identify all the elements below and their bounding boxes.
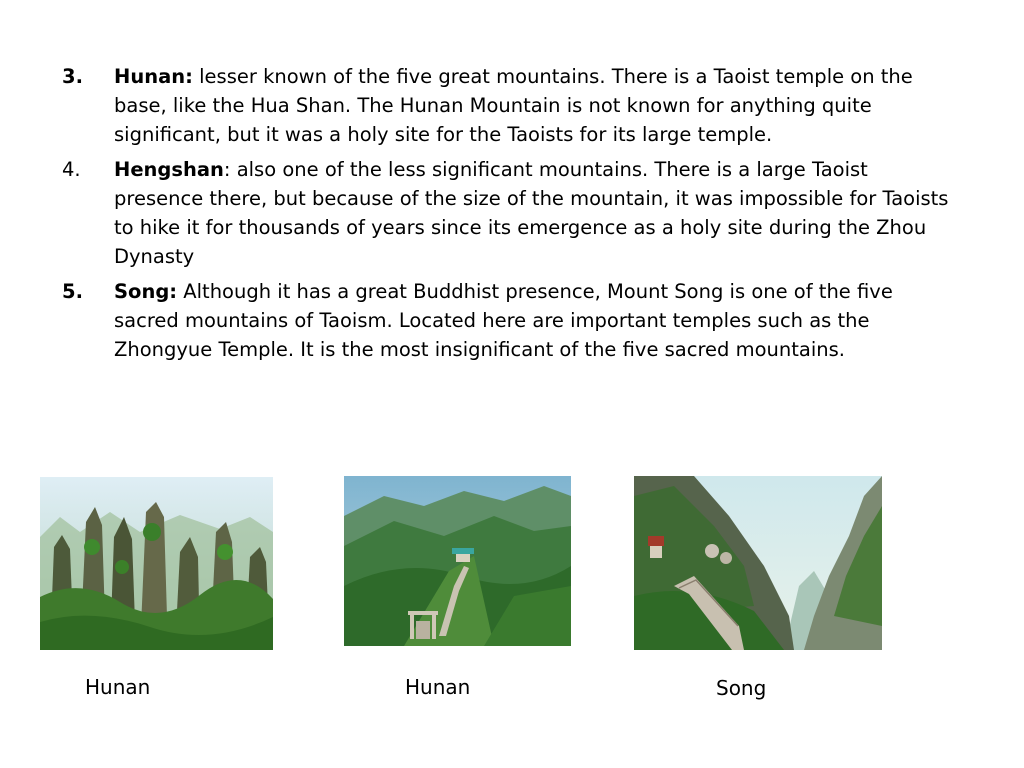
item-number: 4. bbox=[62, 158, 81, 181]
list-item-song bbox=[62, 277, 962, 364]
item-text bbox=[114, 155, 962, 271]
item-number: 3. bbox=[62, 65, 83, 88]
item-number: 5. bbox=[62, 280, 83, 303]
list-item-hengshan bbox=[62, 155, 962, 271]
caption-hunan-1: Hunan bbox=[85, 675, 151, 699]
item-term: Song: bbox=[114, 280, 178, 303]
item-description: lesser known of the five great mountains. There is a Taoist temple on the base, like the Hua Shan. The Hunan Mountain is not known for anything quite significant, but it was a holy site for the Taoists for its large temple. bbox=[114, 65, 913, 146]
item-text bbox=[114, 277, 962, 364]
hunan-pillars-photo bbox=[40, 477, 273, 650]
item-description: Although it has a great Buddhist presence, Mount Song is one of the five sacred mountains of Taoism. Located here are important temples such as the Zhongyue Temple. It is the most insignificant of the five sacred mountains. bbox=[114, 280, 893, 361]
mountain-list bbox=[62, 62, 962, 370]
item-term: Hengshan bbox=[114, 158, 224, 181]
item-text bbox=[114, 62, 962, 149]
hunan-gate-photo bbox=[344, 476, 571, 646]
item-description: : also one of the less significant mountains. There is a large Taoist presence there, but because of the size of the mountain, it was impossible for Taoists to hike it for thousands of years since its emergence as a holy site during the Zhou Dynasty bbox=[114, 158, 949, 268]
list-item-hunan bbox=[62, 62, 962, 149]
song-valley-photo bbox=[634, 476, 882, 650]
caption-hunan-2: Hunan bbox=[405, 675, 471, 699]
caption-song: Song bbox=[716, 676, 767, 700]
item-term: Hunan: bbox=[114, 65, 193, 88]
